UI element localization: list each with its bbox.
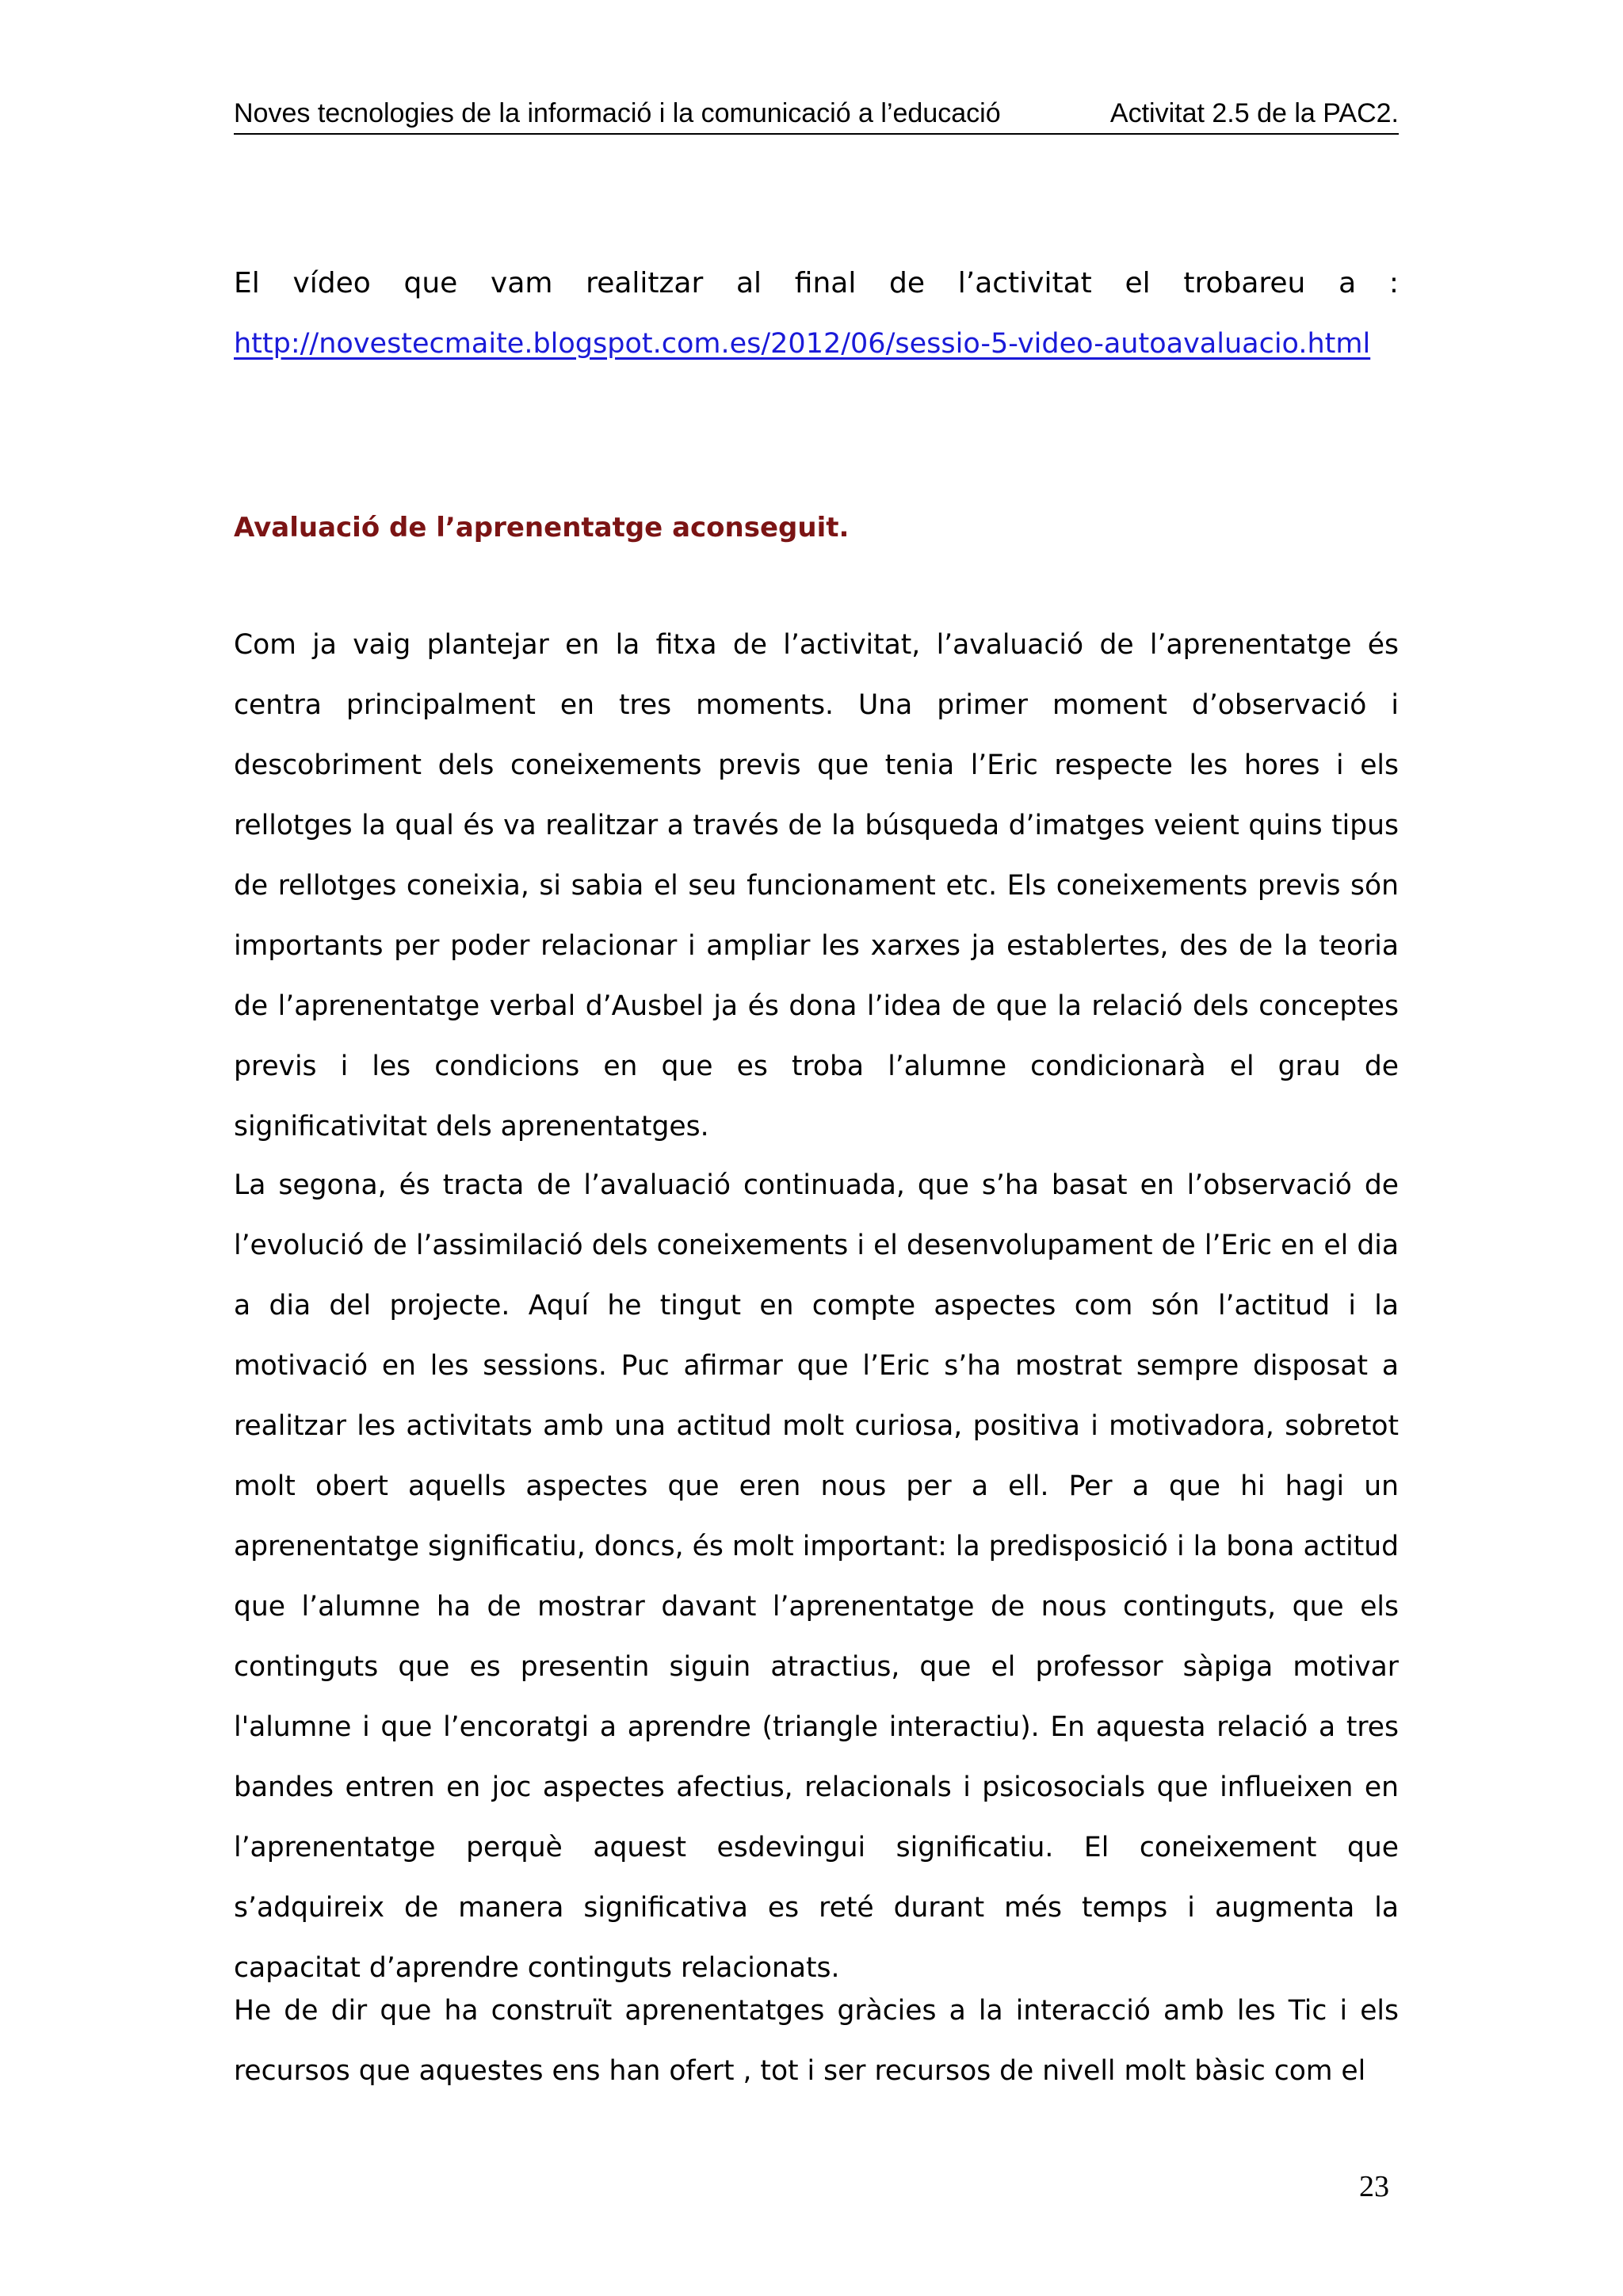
page-header [234, 93, 1399, 135]
section-heading: Avaluació de l’aprenentatge aconseguit. [234, 512, 850, 543]
header-activity-label: Activitat 2.5 de la PAC2. [1109, 98, 1399, 128]
intro-text: El vídeo que vam realitzar al final de l’activitat el trobareu a : [234, 267, 1399, 299]
paragraph-prior-knowledge: Com ja vaig plantejar en la fitxa de l’activitat, l’avaluació de l’aprenentatge és centra principalment en tres moments. Una primer moment d’observació i descobriment dels coneixements previs que tenia l’Eric respecte les hores i els rellotges la qual és va realitzar a través de la búsqueda d’imatges veient quins tipus de rellotges coneixia, si sabia el seu funcionament etc. Els coneixements previs són importants per poder relacionar i ampliar les xarxes ja establertes, des de la teoria de l’aprenentatge verbal d’Ausbel ja és dona l’idea de que la relació dels conceptes previs i les condicions en que es troba l’alumne condicionarà el grau de significativitat dels aprenentatges. [234, 629, 1399, 1142]
paragraph-continuous-assessment: La segona, és tracta de l’avaluació continuada, que s’ha basat en l’observació de l’evolució de l’assimilació dels coneixements i el desenvolupament de l’Eric en el dia a dia del projecte. Aquí he tingut en compte aspectes com són l’actitud i la motivació en les sessions. Puc afirmar que l’Eric s’ha mostrat sempre disposat a realitzar les activitats amb una actitud molt curiosa, positiva i motivadora, sobretot molt obert aquells aspectes que eren nous per a ell. Per a que hi hagi un aprenentatge significatiu, doncs, és molt important: la predisposició i la bona actitud que l’alumne ha de mostrar davant l’aprenentatge de nous continguts, que els continguts que es presentin siguin atractius, que el professor sàpiga motivar l'alumne i que l’encoratgi a aprendre (triangle interactiu). En aquesta relació a tres bandes entren en joc aspectes afectius, relacionals i psicosocials que influeixen en l’aprenentatge perquè aquest esdevingui significatiu. El coneixement que s’adquireix de manera significativa es reté durant més temps i augmenta la capacitat d’aprendre continguts relacionats. [234, 1169, 1399, 1984]
header-course-title: Noves tecnologies de la informació i la comunicació a l’educació [234, 98, 1001, 128]
video-link[interactable]: http://novestecmaite.blogspot.com.es/2012/06/sessio-5-video-autoavaluacio.html [234, 328, 1371, 360]
intro-paragraph [234, 254, 1399, 374]
page-number: 23 [1359, 2170, 1389, 2203]
paragraph-tic-learning: He de dir que ha construït aprenentatges gràcies a la interacció amb les Tic i els recursos que aquestes ens han ofert , tot i ser recursos de nivell molt bàsic com el [234, 1995, 1399, 2087]
